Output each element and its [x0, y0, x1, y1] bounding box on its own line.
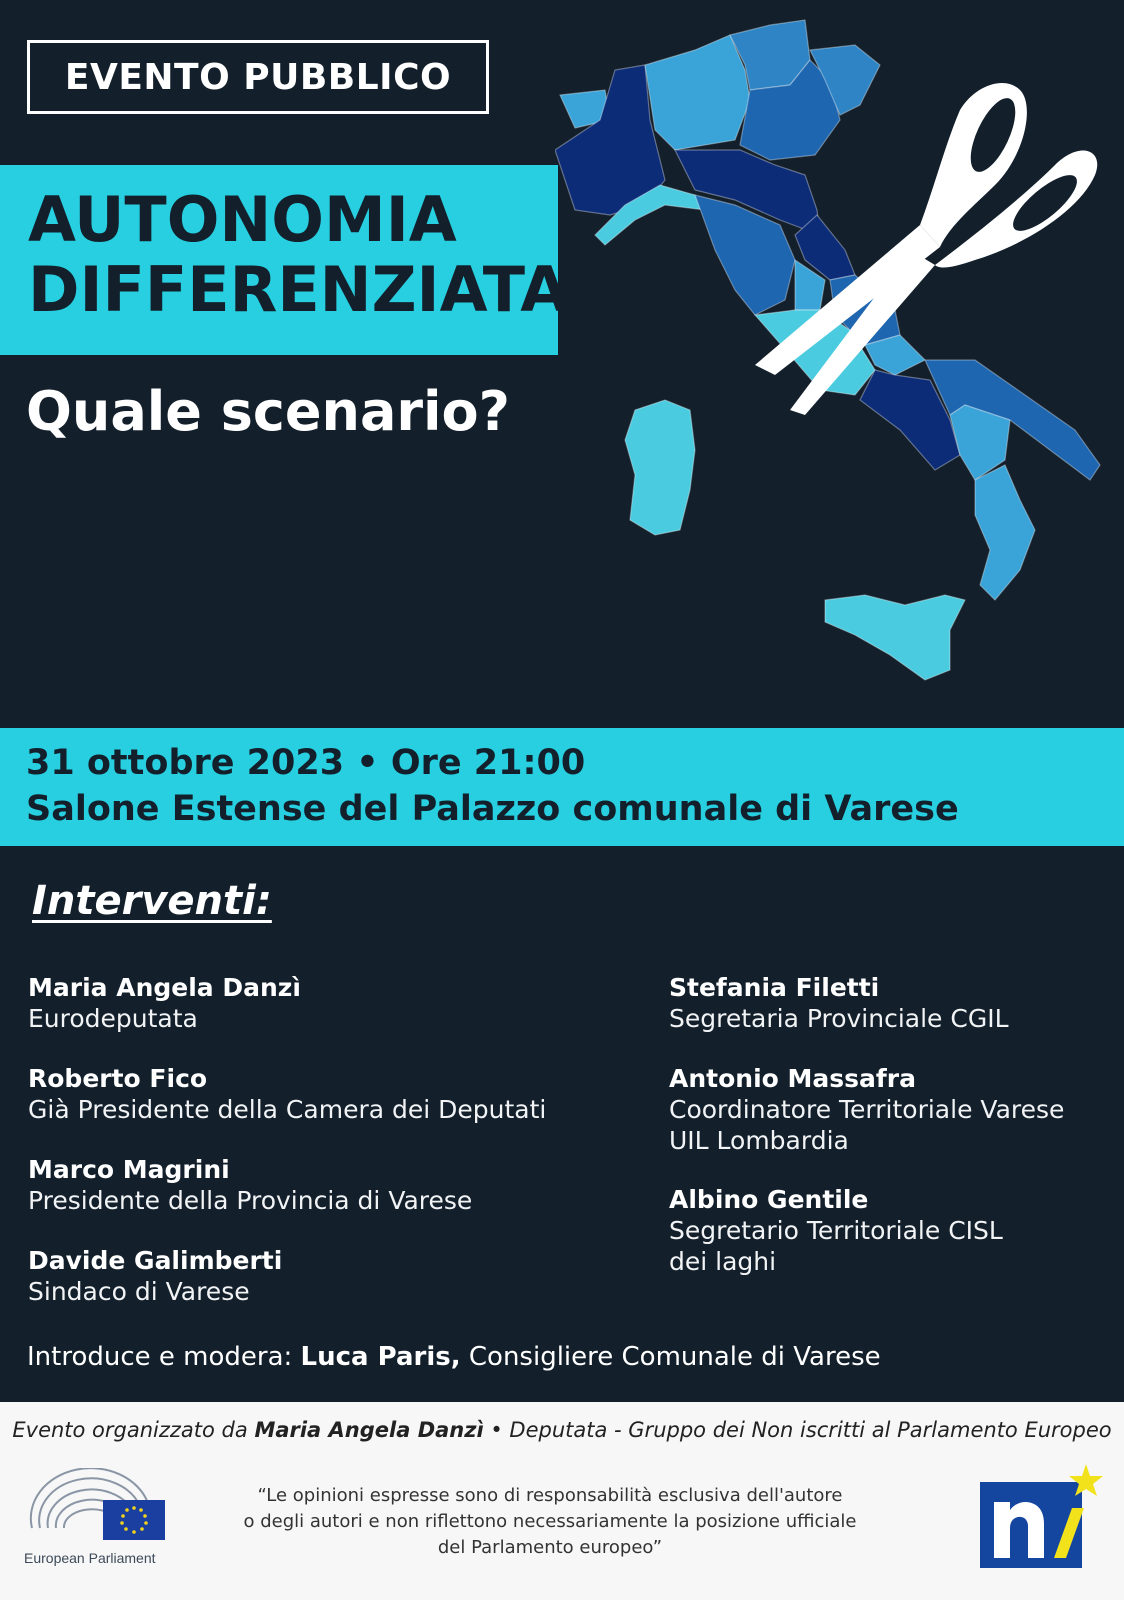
ep-caption: European Parliament — [24, 1550, 156, 1566]
moderator-line — [27, 1341, 881, 1373]
speaker-name: Antonio Massafra — [669, 1064, 916, 1093]
title-band — [0, 165, 569, 355]
moderator-role: Consigliere Comunale di Varese — [460, 1342, 881, 1372]
european-parliament-logo — [28, 1468, 168, 1548]
moderator-name: Luca Paris, — [300, 1342, 461, 1372]
event-venue: Salone Estense del Palazzo comunale di Varese — [26, 789, 959, 829]
map-region — [975, 465, 1035, 600]
speaker-item — [28, 1063, 546, 1125]
speaker-item — [669, 1063, 1064, 1156]
speaker-role: Eurodeputata — [28, 1004, 198, 1033]
speaker-name: Davide Galimberti — [28, 1246, 283, 1275]
moderator-prefix: Introduce e modera: — [27, 1342, 301, 1372]
organizer-line — [0, 1418, 1124, 1442]
ni-party-logo — [980, 1462, 1105, 1572]
speaker-role: Segretaria Provinciale CGIL — [669, 1004, 1009, 1033]
speaker-item — [28, 1245, 282, 1307]
organizer-role: • Deputata - Gruppo dei Non iscritti al Parlamento Europeo — [483, 1418, 1112, 1442]
disclaimer — [230, 1483, 870, 1561]
title-line-1: AUTONOMIA — [28, 183, 457, 256]
disclaimer-line: “Le opinioni espresse sono di responsabilità esclusiva dell'autore — [257, 1485, 843, 1506]
speaker-item — [28, 1154, 472, 1216]
event-info-band — [0, 728, 1124, 846]
speaker-role-line-2: dei laghi — [669, 1247, 777, 1276]
scissors-icon — [735, 75, 1115, 415]
organizer-name: Maria Angela Danzì — [254, 1418, 484, 1442]
speaker-role: Già Presidente della Camera dei Deputati — [28, 1095, 547, 1124]
speaker-name: Marco Magrini — [28, 1155, 230, 1184]
disclaimer-line: del Parlamento europeo” — [437, 1537, 663, 1558]
speaker-role: Coordinatore Territoriale Varese — [669, 1095, 1065, 1124]
speakers-heading: Interventi: — [32, 878, 272, 924]
speaker-role-line-2: UIL Lombardia — [669, 1126, 849, 1155]
speaker-name: Roberto Fico — [28, 1064, 208, 1093]
event-datetime: 31 ottobre 2023 • Ore 21:00 — [26, 743, 586, 783]
speaker-name: Stefania Filetti — [669, 973, 880, 1002]
speaker-item — [669, 972, 1009, 1034]
subtitle: Quale scenario? — [26, 380, 510, 443]
title-line-2: DIFFERENZIATA — [28, 253, 569, 326]
map-region — [825, 595, 965, 680]
speaker-role: Sindaco di Varese — [28, 1277, 250, 1306]
map-region — [625, 400, 695, 535]
speaker-role: Presidente della Provincia di Varese — [28, 1186, 473, 1215]
speaker-role: Segretario Territoriale CISL — [669, 1216, 1003, 1245]
disclaimer-line: o degli autori e non riflettono necessariamente la posizione ufficiale — [243, 1511, 857, 1532]
speaker-name: Albino Gentile — [669, 1185, 869, 1214]
event-tag-label: EVENTO PUBBLICO — [64, 56, 452, 98]
speaker-item — [28, 972, 301, 1034]
organizer-prefix: Evento organizzato da — [12, 1418, 255, 1442]
speaker-name: Maria Angela Danzì — [28, 973, 301, 1002]
speaker-item — [669, 1184, 1003, 1277]
event-tag — [27, 40, 489, 114]
